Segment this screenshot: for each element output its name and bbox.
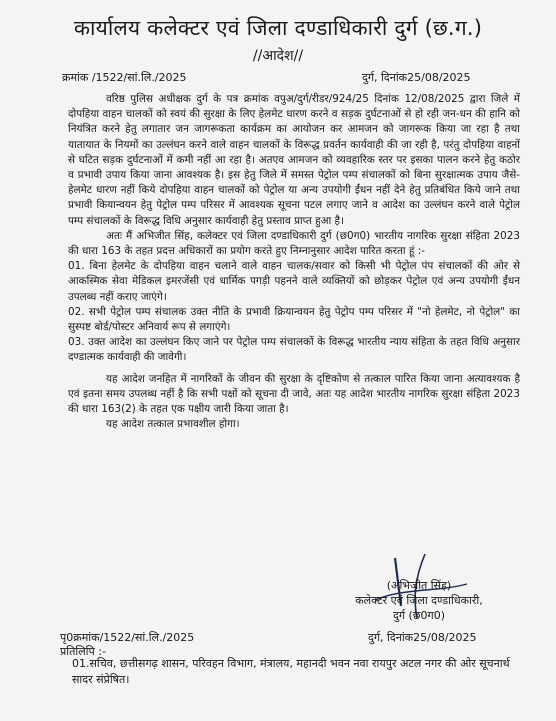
order-body (68, 92, 520, 432)
copy-list (72, 656, 532, 688)
paragraph-urgency: यह आदेश जनहित में नागरिकों के जीवन की सुरक्षा के दृष्टिकोण से तत्काल पारित किया जाना अत्यावश्यक है एवं इतना समय उपलब्ध नहीं है कि सभी पक्षों को सूचना दी जावे, अतः यह आदेश भारतीय नागरिक सुरक्षा संहिता 2023 की धारा 163(2) के तहत एक पक्षीय जारी किया जाता है। (68, 372, 520, 416)
signatory-district: दुर्ग (छ0ग0) (392, 609, 445, 622)
copy-item-1: 01.सचिव, छत्तीसगढ़ शासन, परिवहन विभाग, मंत्रालय, महानदी भवन नवा रायपुर अटल नगर की ओर सूचनार्थ सादर संप्रेषित। (72, 657, 510, 686)
copy-label: प्रतिलिपि :- (60, 645, 106, 658)
endorsement-number: पृ0क्रमांक/1522/सां.लि./2025 (60, 631, 195, 644)
signatory-designation: कलेक्टर एवं जिला दण्डाधिकारी, (355, 594, 483, 607)
paragraph-background: वरिष्ठ पुलिस अधीक्षक दुर्ग के पत्र क्रमांक वपुअ/दुर्ग/रीडर/924/25 दिनांक 12/08/2025 द्वारा जिले में दोपहिया वाहन चालकों को स्वयं की सुरक्षा के लिए हेलमेट धारण करने व सड़क दुर्घटनाओं से हो रही जन-धन की हानि को नियंत्रित करने हेतु लगातार जन जागरूकता कार्यक्रम का आयोजन कर आमजन को जागरूक किया जा रहा है तथा यातायात के नियमों का उल्लंघन करने वाले वाहन चालकों के विरूद्ध प्रवर्तन कार्यवाही की जा रही है, परंतु दोपहिया वाहनों से घटित सड़क दुर्घटनाओं में कमी नहीं आ रहा है। अतएव आमजन को व्यवहारिक स्तर पर इसका पालन करने हेतु कठोर व प्रभावी उपाय किया जाना आवश्यक है। इस हेतु जिले में समस्त पेट्रोल पम्प संचालकों को बिना सुरक्षात्मक उपाय जैसे-हेलमेट धारण नहीं किये दोपहिया वाहन चालकों को पेट्रोल या अन्य उपयोगी ईंधन नहीं देने हेतु प्रतिबंधित किये जाने तथा प्रभावी कियान्वयन हेतु पेट्रोल पम्प परिसर में आवश्यक सूचना पटल लगाए जाने व आदेश का उल्लंघन करने वाले पेट्रोल पम्प संचालकों के विरूद्ध विधि अनुसार कार्यवाही हेतु प्रस्ताव प्राप्त हुआ है। (68, 93, 520, 227)
paragraph-authority: अतः मैं अभिजीत सिंह, कलेक्टर एवं जिला दण्डाधिकारी दुर्ग (छ0ग0) भारतीय नागरिक सुरक्षा संहिता 2023 की धारा 163 के तहत प्रदत्त अधिकारों का प्रयोग करते हुए निम्नानुसार आदेश पारित करता हूं :- (68, 229, 520, 258)
order-item-1: 01. बिना हेलमेट के दोपहिया वाहन चलाने वाले वाहन चालक/सवार को किसी भी पेट्रोल पंप संचालकों की ओर से आकस्मिक सेवा मेडिकल इमरजेंसी एवं धार्मिक पगड़ी पहनने वाले व्यक्तियों को छोड़कर पेट्रोल एवं अन्य उपयोगी ईंधन उपलब्ध नहीं कराए जाएंगे। (68, 260, 520, 303)
signature-block (324, 578, 514, 623)
office-title: कार्यालय कलेक्टर एवं जिला दण्डाधिकारी दुर्ग (छ.ग.) (73, 16, 483, 40)
order-number: क्रमांक /1522/सां.लि./2025 (62, 71, 187, 84)
order-label: //आदेश// (252, 48, 304, 64)
order-place-date: दुर्ग, दिनांक25/08/2025 (362, 71, 471, 84)
endorsement-place-date: दुर्ग, दिनांक25/08/2025 (368, 631, 477, 644)
order-item-2: 02. सभी पेट्रोल पम्प संचालक उक्त नीति के प्रभावी क्रियान्वयन हेतु पेट्रोप पम्प परिसर में "नो हेलमेट, नो पेट्रोल" का सुस्पष्ट बोर्ड/पोस्टर अनिवार्य रूप से लगाएंगे। (68, 305, 520, 334)
paragraph-effective: यह आदेश तत्काल प्रभावशील होगा। (106, 418, 240, 431)
order-item-3: 03. उक्त आदेश का उल्लंघन किए जाने पर पेट्रोल पम्प संचालकों के विरूद्ध भारतीय न्याय संहिता के तहत विधि अनुसार दण्डात्मक कार्यवाही की जावेगी। (68, 336, 520, 364)
signatory-name: (अभिजीत सिंह) (386, 579, 452, 592)
